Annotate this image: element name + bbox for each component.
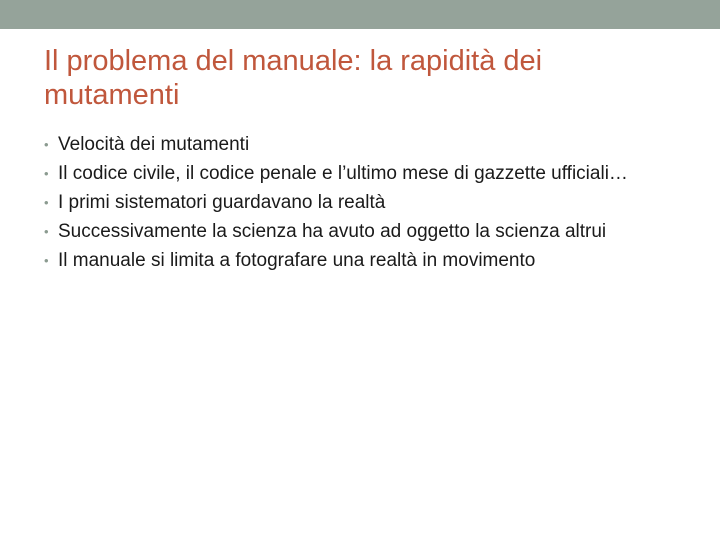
bullet-text: I primi sistematori guardavano la realtà bbox=[58, 192, 386, 213]
bullet-item bbox=[44, 248, 684, 274]
bullet-item bbox=[44, 132, 684, 158]
bullet-dot-icon: • bbox=[44, 137, 49, 152]
bullet-list bbox=[44, 132, 684, 277]
bullet-dot-icon: • bbox=[44, 195, 49, 210]
bullet-item bbox=[44, 219, 684, 245]
bullet-text: Velocità dei mutamenti bbox=[58, 134, 250, 155]
bullet-text: Il codice civile, il codice penale e l’ultimo mese di gazzette ufficiali… bbox=[58, 163, 628, 184]
bullet-dot-icon: • bbox=[44, 166, 49, 181]
slide-title: Il problema del manuale: la rapidità dei mutamenti bbox=[44, 45, 543, 111]
bullet-item bbox=[44, 161, 684, 187]
bullet-item bbox=[44, 190, 684, 216]
bullet-dot-icon: • bbox=[44, 253, 49, 268]
bullet-text: Successivamente la scienza ha avuto ad oggetto la scienza altrui bbox=[58, 221, 607, 242]
bullet-dot-icon: • bbox=[44, 224, 49, 239]
bullet-text: Il manuale si limita a fotografare una realtà in movimento bbox=[58, 250, 536, 271]
top-accent-bar bbox=[0, 0, 720, 29]
